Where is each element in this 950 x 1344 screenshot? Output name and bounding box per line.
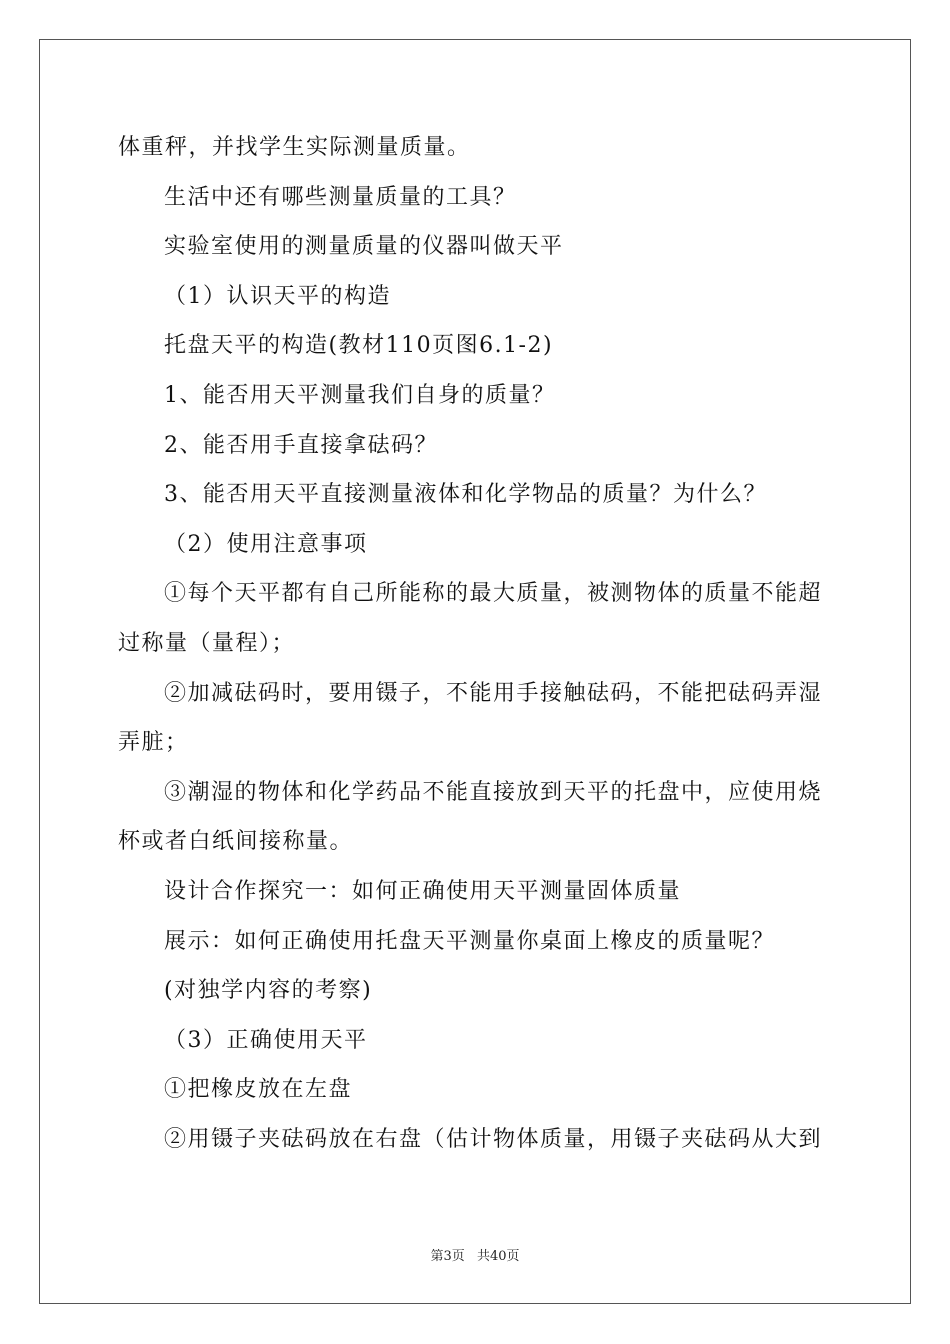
question-item: 3、能否用天平直接测量液体和化学物品的质量？为什么？ bbox=[164, 482, 767, 508]
step-item: ①把橡皮放在左盘 bbox=[164, 1077, 353, 1103]
section-heading: （2）使用注意事项 bbox=[164, 531, 368, 557]
text-line: 生活中还有哪些测量质量的工具？ bbox=[164, 184, 517, 210]
page-number: 第3页 bbox=[430, 1249, 465, 1264]
note-item: ①每个天平都有自己所能称的最大质量，被测物体的质量不能超 bbox=[164, 581, 823, 607]
question-item: 1、能否用天平测量我们自身的质量？ bbox=[164, 382, 556, 408]
text-line: 托盘天平的构造(教材110页图6.1-2) bbox=[164, 333, 554, 359]
page-footer bbox=[0, 1245, 950, 1264]
document-body bbox=[118, 128, 838, 1169]
question-item: 2、能否用手直接拿砝码？ bbox=[164, 432, 438, 458]
section-heading: （3）正确使用天平 bbox=[164, 1027, 368, 1053]
page-total: 共40页 bbox=[476, 1249, 520, 1264]
note-item-continued: 过称量（量程）； bbox=[118, 630, 296, 656]
text-line: 展示：如何正确使用托盘天平测量你桌面上橡皮的质量呢？ bbox=[164, 928, 776, 954]
section-heading: （1）认识天平的构造 bbox=[164, 283, 391, 309]
note-item: ③潮湿的物体和化学药品不能直接放到天平的托盘中，应使用烧 bbox=[164, 779, 823, 805]
text-line: 设计合作探究一：如何正确使用天平测量固体质量 bbox=[164, 878, 682, 904]
step-item: ②用镊子夹砝码放在右盘（估计物体质量，用镊子夹砝码从大到 bbox=[164, 1126, 823, 1152]
text-line: 实验室使用的测量质量的仪器叫做天平 bbox=[164, 234, 564, 260]
text-line: 体重秤，并找学生实际测量质量。 bbox=[118, 135, 471, 160]
note-item-continued: 杯或者白纸间接称量。 bbox=[118, 829, 354, 855]
note-item-continued: 弄脏； bbox=[118, 730, 189, 756]
note-item: ②加减砝码时，要用镊子，不能用手接触砝码，不能把砝码弄湿 bbox=[164, 680, 823, 706]
text-line: (对独学内容的考察) bbox=[164, 978, 373, 1004]
